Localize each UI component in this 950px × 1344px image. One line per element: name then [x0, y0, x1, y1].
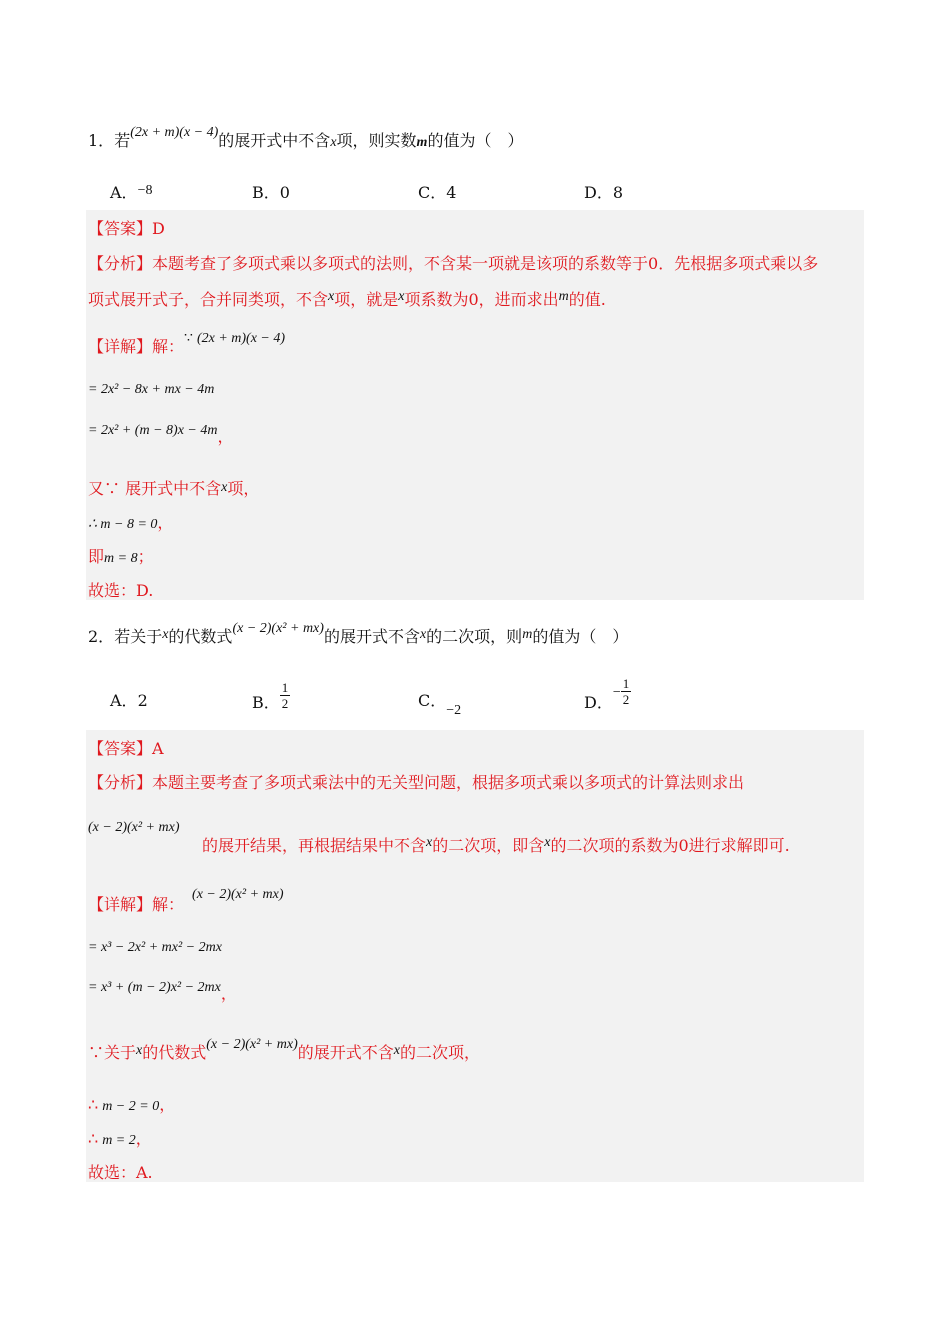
- choose-line: 故选：D.: [88, 581, 154, 600]
- choose-line: 故选：A.: [88, 1163, 153, 1182]
- detail-line: 【详解】解：(x − 2)(x² + mx): [88, 887, 284, 914]
- answer-box-1: [86, 210, 864, 600]
- math-expression: (x − 2)(x² + mx): [232, 621, 324, 636]
- again-line: 又∵ 展开式中不含x项，: [88, 479, 260, 498]
- answer-line: 【答案】D: [88, 219, 165, 238]
- analysis-line-2: 项式展开式子，合并同类项，不含x项，就是x项系数为0，进而求出m的值.: [88, 289, 606, 309]
- answer-box-2: [86, 730, 864, 1182]
- option-a: A．−8: [110, 183, 153, 202]
- option-b: B．0: [252, 183, 290, 202]
- fraction: $\frac{1}{2}$: [281, 680, 289, 711]
- question-number: 1．: [88, 131, 115, 150]
- option-b: B． $\frac{1}{2}$: [252, 680, 289, 712]
- question-number: 2．: [88, 627, 115, 646]
- step-1: = x³ − 2x² + mx² − 2mx: [88, 940, 222, 955]
- option-a: A．2: [110, 691, 148, 710]
- step-2: = 2x² + (m − 8)x − 4m，: [88, 423, 234, 446]
- detail-line: 【详解】解：∵ (2x + m)(x − 4): [88, 331, 286, 356]
- question-2-stem: 2．若关于x的代数式(x − 2)(x² + mx)的展开式不含x的二次项，则m的值为（ ）: [88, 621, 629, 646]
- therefore-line-2: ∴ m = 2，: [88, 1129, 152, 1148]
- option-c: C．4: [418, 183, 457, 202]
- answer-line: 【答案】A: [88, 739, 164, 758]
- option-d: D．− $\frac{1}{2}$: [584, 676, 630, 712]
- ji-line: 即m = 8；: [88, 547, 154, 566]
- option-d: D．8: [584, 183, 624, 202]
- question-1-stem: 1．若(2x + m)(x − 4)的展开式中不含x项，则实数m的值为（ ）: [88, 125, 524, 150]
- analysis-line-1: 【分析】本题考查了多项式乘以多项式的法则，不含某一项就是该项的系数等于0．先根据多项式乘以多: [88, 254, 819, 273]
- fraction: $\frac{1}{2}$: [622, 676, 630, 707]
- analysis-line-1: 【分析】本题主要考查了多项式乘法中的无关型问题，根据多项式乘以多项式的计算法则求出: [88, 773, 745, 792]
- option-c: C．−2: [418, 691, 462, 718]
- analysis-expression: (x − 2)(x² + mx): [88, 820, 180, 835]
- math-expression: (2x + m)(x − 4): [130, 125, 219, 140]
- analysis-line-2: 的展开结果，再根据结果中不含x的二次项，即含x的二次项的系数为0进行求解即可.: [202, 835, 790, 855]
- therefore-line-1: ∴ m − 2 = 0，: [88, 1095, 176, 1114]
- because-line: ∵关于x的代数式(x − 2)(x² + mx)的展开式不含x的二次项，: [88, 1037, 480, 1062]
- step-1: = 2x² − 8x + mx − 4m: [88, 382, 215, 397]
- therefore-line: ∴ m − 8 = 0，: [88, 513, 174, 532]
- step-2: = x³ + (m − 2)x² − 2mx，: [88, 980, 237, 1003]
